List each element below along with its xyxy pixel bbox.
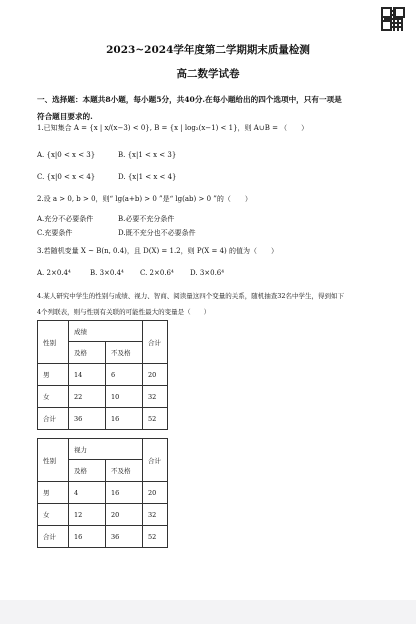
table-row: 男 4 16 20 <box>38 482 168 504</box>
col-header: 及格 <box>69 460 106 482</box>
col-header: 及格 <box>69 342 106 364</box>
question-4-cont: 4个列联表，则与性别有关联的可能性最大的变量是（ ） <box>37 308 211 316</box>
q2-option-c: C.充要条件 <box>37 229 73 237</box>
question-1: 1.已知集合 A = {x | x/(x−3) < 0}, B = {x | log₂(x−1) < 1}，则 A∪B = （ ） <box>37 124 309 132</box>
question-4: 4.某人研究中学生的性别与成绩、视力、智商、阅读量这四个变量的关系，随机抽查32名中学生，得到如下 <box>37 292 344 300</box>
group-header: 成绩 <box>69 321 143 342</box>
q3-option-b: B. 3×0.4⁴ <box>90 269 124 277</box>
group-header: 视力 <box>69 439 143 460</box>
question-3: 3.若随机变量 X ~ B(n, 0.4)，且 D(X) = 1.2，则 P(X = 4) 的值为（ ） <box>37 247 279 255</box>
total-header: 合计 <box>143 439 168 482</box>
q2-option-d: D.既不充分也不必要条件 <box>118 229 196 237</box>
q1-option-c: C. {x|0 < x < 4} <box>37 173 96 181</box>
qr-code-icon <box>381 7 405 31</box>
section-heading-cont: 符合题目要求的. <box>37 112 93 121</box>
q2-option-a: A.充分不必要条件 <box>37 215 94 223</box>
q3-option-d: D. 3×0.6⁴ <box>190 269 225 277</box>
contingency-table-grades <box>37 320 168 430</box>
section-heading: 一、选择题：本题共8小题，每小题5分，共40分.在每小题给出的四个选项中，只有一项是 <box>37 95 342 104</box>
table-row: 合计 36 16 52 <box>38 408 168 430</box>
table-row: 女 22 10 32 <box>38 386 168 408</box>
exam-title: 2023~2024学年度第二学期期末质量检测 <box>106 44 310 56</box>
page-footer-strip <box>0 600 416 624</box>
q3-option-c: C. 2×0.6⁴ <box>140 269 174 277</box>
exam-subtitle: 高二数学试卷 <box>176 68 240 80</box>
table-row: 合计 16 36 52 <box>38 526 168 548</box>
question-2: 2.设 a > 0, b > 0，则“ lg(a+b) > 0 ”是“ lg(ab) > 0 ”的（ ） <box>37 195 252 203</box>
row-header: 性别 <box>38 439 69 482</box>
q3-option-a: A. 2×0.4⁴ <box>37 269 71 277</box>
table-row: 男 14 6 20 <box>38 364 168 386</box>
row-header: 性别 <box>38 321 69 364</box>
q1-option-d: D. {x|1 < x < 4} <box>118 173 177 181</box>
q2-option-b: B.必要不充分条件 <box>118 215 175 223</box>
total-header: 合计 <box>143 321 168 364</box>
table-row: 女 12 20 32 <box>38 504 168 526</box>
col-header: 不及格 <box>106 460 143 482</box>
col-header: 不及格 <box>106 342 143 364</box>
q1-option-a: A. {x|0 < x < 3} <box>37 151 96 159</box>
contingency-table-vision <box>37 438 168 548</box>
q1-option-b: B. {x|1 < x < 3} <box>118 151 177 159</box>
